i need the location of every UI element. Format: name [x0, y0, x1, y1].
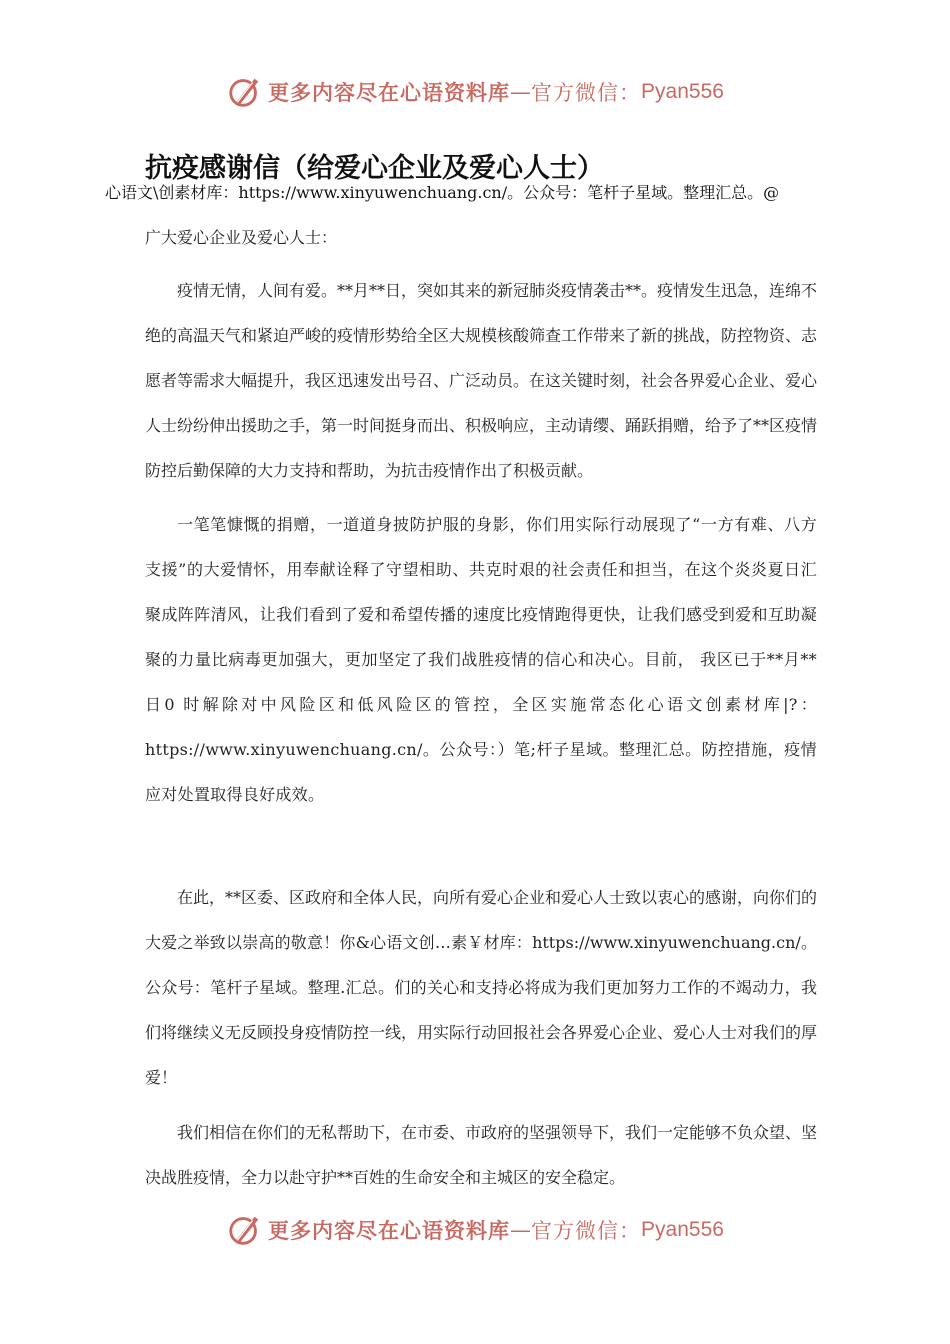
footer-banner — [0, 1208, 950, 1252]
paragraph-1: 疫情无情，人间有爱。**月**日，突如其来的新冠肺炎疫情袭击**。疫情发生迅急，连绵不绝的高温天气和紧迫严峻的疫情形势给全区大规模核酸筛查工作带来了新的挑战，防控物资、志愿者等需求大幅提升，我区迅速发出号召、广泛动员。在这关键时刻，社会各界爱心企业、爱心人士纷纷伸出援助之手，第一时间挺身而出、积极响应，主动请缨、踊跃捐赠，给予了**区疫情防控后勤保障的大力支持和帮助，为抗击疫情作出了积极贡献。 — [145, 281, 818, 480]
banner-wechat-label: 官方微信： — [531, 81, 642, 105]
quill-logo-icon — [226, 73, 264, 111]
banner-wechat-label: 官方微信： — [531, 1219, 642, 1243]
banner-wechat-id: Pyan556 — [641, 80, 724, 103]
quill-logo-icon — [226, 1211, 264, 1249]
paragraph-2: 一笔笔慷慨的捐赠，一道道身披防护服的身影，你们用实际行动展现了“一方有难、八方支援”的大爱情怀，用奉献诠释了守望相助、共克时艰的社会责任和担当，在这个炎炎夏日汇聚成阵阵清风，让我们看到了爱和希望传播的速度比疫情跑得更快，让我们感受到爱和互助凝聚的力量比病毒更加强大，更加坚定了我们战胜疫情的信心和决心。目前， 我区已于**月**日0 时解除对中风险区和低风险区的管控，全区实施常态化心语文创素材库|?：https://www.xinyuwenchuang.cn/。公众号：）笔;杆子星域。整理汇总。防控措施，疫情应对处置取得良好成效。 — [145, 515, 817, 804]
document-title: 抗疫感谢信（给爱心企业及爱心人士） — [145, 153, 604, 184]
paragraph-4: 我们相信在你们的无私帮助下，在市委、市政府的坚强领导下，我们一定能够不负众望、坚决战胜疫情，全力以赴守护**百姓的生命安全和主城区的安全稳定。 — [145, 1123, 818, 1187]
header-banner — [0, 70, 950, 114]
banner-dash: — — [510, 1218, 532, 1242]
salutation: 广大爱心企业及爱心人士： — [145, 228, 338, 247]
banner-brand: 更多内容尽在心语资料库 — [268, 1219, 511, 1243]
banner-brand: 更多内容尽在心语资料库 — [268, 81, 511, 105]
source-line: 心语文\创素材库：https://www.xinyuwenchuang.cn/。公众号：笔杆子星域。整理汇总。@ — [105, 183, 780, 202]
paragraph-3: 在此，**区委、区政府和全体人民，向所有爱心企业和爱心人士致以衷心的感谢，向你们的大爱之举致以崇高的敬意！你&心语文创…素￥材库：https://www.xinyuwenchuang.cn/。公众号：笔杆子星域。整理.汇总。们的关心和支持必将成为我们更加努力工作的不竭动力，我们将继续义无反顾投身疫情防控一线，用实际行动回报社会各界爱心企业、爱心人士对我们的厚爱！ — [145, 888, 818, 1087]
banner-dash: — — [510, 80, 532, 104]
banner-wechat-id: Pyan556 — [641, 1218, 724, 1241]
